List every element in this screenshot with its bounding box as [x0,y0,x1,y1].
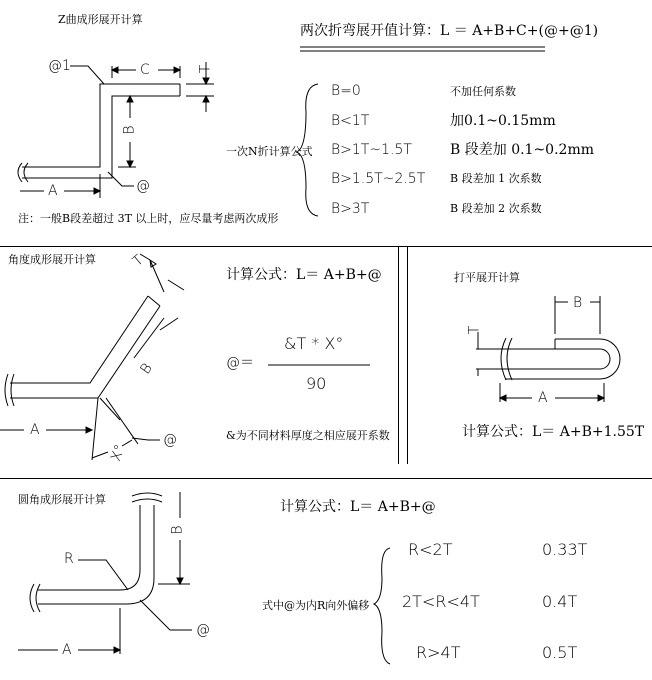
round-bend-group-label: 式中@为内R向外偏移 [262,599,370,612]
double-bend-rule-1: 加0.1~0.15mm [450,113,556,129]
double-bend-formula: 两次折弯展开值计算：L ＝ A+B+C+(@+@1) [300,23,599,39]
angle-bend-note: &为不同材料厚度之相应展开系数 [226,429,390,442]
round-bend-formula: 计算公式：L＝ A+B+@ [280,499,436,515]
double-bend-condition-4: B>3T [331,201,370,217]
angle-bend-label-at: @ [163,432,177,448]
double-bend-condition-3: B>1.5T~2.5T [331,171,426,187]
angle-bend-label-a: A [30,422,40,438]
round-bend-label-a: A [62,642,72,658]
round-bend-label-r: R [64,551,74,567]
round-bend-label-b: B [169,525,186,535]
z-bend-label-at: @ [136,178,150,194]
angle-bend-label-b: B [137,360,156,378]
z-bend-part [18,84,180,182]
angle-bend-numerator: &T * X° [284,334,344,353]
angle-bend-denominator: 90 [306,374,327,393]
double-bend-condition-2: B>1T~1.5T [331,142,412,158]
double-bend-group-label: 一次N折计算公式 [226,145,313,158]
angle-bend-at-prefix: @＝ [226,355,254,371]
angle-bend-formula: 计算公式：L＝ A+B+@ [226,267,382,283]
double-bend-condition-1: B<1T [331,113,370,129]
flatten-label-b: B [573,295,583,311]
angle-bend-label-x: X° [107,442,129,464]
flatten-title: 打平展开计算 [454,271,520,284]
z-bend-title: Z曲成形展开计算 [58,13,143,26]
z-bend-label-b: B [121,125,138,135]
round-bend-value-0: 0.33T [542,540,588,559]
round-bend-label-at: @ [196,622,210,638]
angle-bend-dimensions [0,254,184,460]
angle-bend-part [5,296,160,406]
double-bend-rule-0: 不加任何系数 [450,85,516,98]
flatten-label-a: A [538,390,548,406]
angle-bend-label-t: T [129,252,147,270]
flatten-label-t: T [466,325,483,335]
z-bend-note: 注：一般B段差超过 3T 以上时，应尽量考虑两次成形 [18,212,279,225]
round-bend-value-2: 0.5T [542,643,578,662]
round-bend-dimensions [18,492,192,654]
double-bend-rule-3: B 段差加 1 次系数 [450,172,542,185]
flatten-part [490,338,620,380]
round-bend-part [30,493,162,612]
z-bend-label-c: C [140,62,150,78]
z-bend-label-t: T [197,64,214,74]
round-bend-condition-1: 2T<R<4T [402,592,480,611]
double-bend-rule-4: B 段差加 2 次系数 [450,202,542,215]
angle-bend-title: 角度成形展开计算 [8,253,96,266]
flatten-formula: 计算公式：L＝ A+B+1.55T [462,424,645,440]
round-bend-title: 圆角成形展开计算 [18,493,106,506]
double-bend-condition-0: B=0 [331,83,361,99]
round-bend-condition-0: R<2T [408,540,453,559]
brace-round-bend [374,548,390,664]
double-bend-rule-2: B 段差加 0.1~0.2mm [450,142,594,158]
round-bend-condition-2: R>4T [416,643,461,662]
z-bend-label-at1: @1 [48,58,71,74]
round-bend-value-1: 0.4T [542,592,578,611]
z-bend-label-a: A [48,183,58,199]
